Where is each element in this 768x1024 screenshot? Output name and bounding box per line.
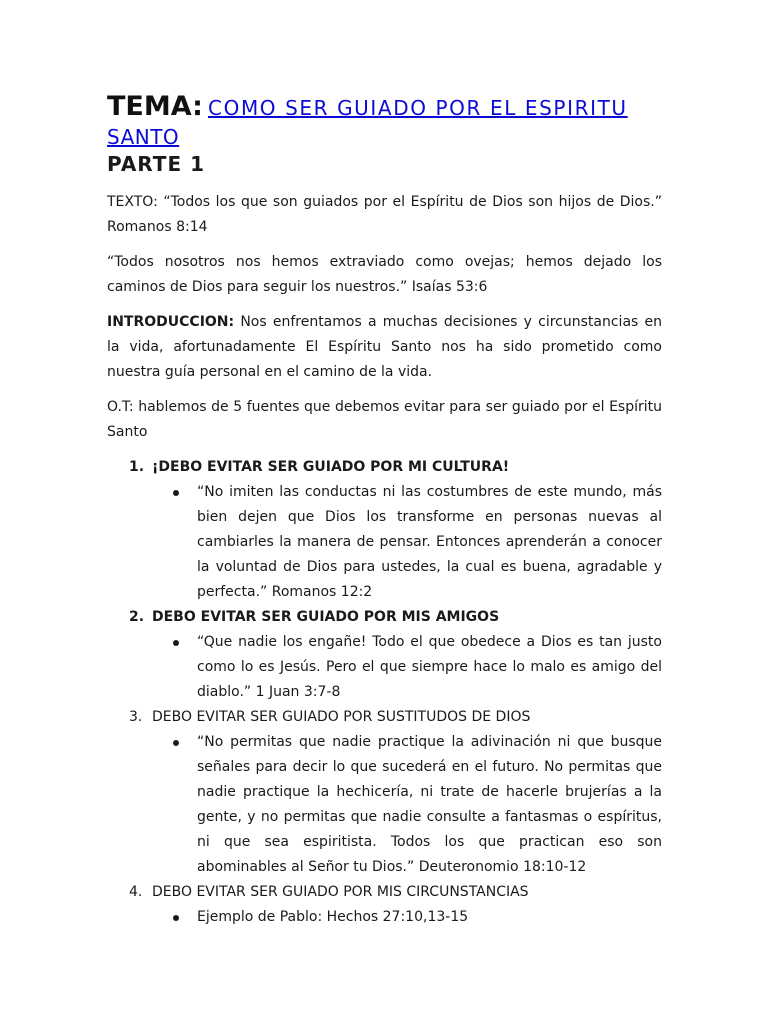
bullet-list xyxy=(152,730,662,880)
point-number: 1. xyxy=(129,459,145,475)
point-number: 3. xyxy=(129,709,143,725)
bullet-icon xyxy=(173,490,179,496)
bullet-item xyxy=(107,905,662,930)
bullet-item xyxy=(107,480,662,605)
tema-label: TEMA: xyxy=(107,91,203,122)
point-number: 2. xyxy=(129,609,145,625)
point-number: 4. xyxy=(129,884,143,900)
list-item xyxy=(107,455,662,605)
point-heading: ¡DEBO EVITAR SER GUIADO POR MI CULTURA! xyxy=(152,459,510,475)
title-link-continuation[interactable]: SANTO xyxy=(107,125,180,149)
bullet-text: “No permitas que nadie practique la adivinación ni que busque señales para decir lo que sucederá en el futuro. No permitas que nadie practique la hechicería, ni trate de hacerle brujerías a la gente, y no permitas que nadie consulte a fantasmas o espíritus, ni que sea espiritista. Todos los que practican eso son abominables al Señor tu Dios.” Deuteronomio 18:10-12 xyxy=(197,734,662,875)
title-link[interactable]: COMO SER GUIADO POR EL ESPIRITU xyxy=(208,96,628,120)
bullet-text: “Que nadie los engañe! Todo el que obedece a Dios es tan justo como lo es Jesús. Pero el que siempre hace lo malo es amigo del diablo.” 1 Juan 3:7-8 xyxy=(197,634,662,700)
bullet-text: “No imiten las conductas ni las costumbres de este mundo, más bien dejen que Dios los transforme en personas nuevas al cambiarles la manera de pensar. Entonces aprenderán a conocer la voluntad de Dios para ustedes, la cual es buena, agradable y perfecta.” Romanos 12:2 xyxy=(197,484,662,600)
bullet-item xyxy=(107,630,662,705)
bullet-icon xyxy=(173,915,179,921)
document-page xyxy=(107,92,662,930)
list-item xyxy=(107,880,662,930)
bullet-item xyxy=(107,730,662,880)
ot-paragraph: O.T: hablemos de 5 fuentes que debemos evitar para ser guiado por el Espíritu Santo xyxy=(107,399,662,440)
intro-text: Nos enfrentamos a muchas decisiones y circunstancias en la vida, afortunadamente El Espíritu Santo nos ha sido prometido como nuestra guía personal en el camino de la vida. xyxy=(107,314,662,380)
quote-paragraph: “Todos nosotros nos hemos extraviado como ovejas; hemos dejado los caminos de Dios para seguir los nuestros.” Isaías 53:6 xyxy=(107,254,662,295)
point-heading: DEBO EVITAR SER GUIADO POR MIS CIRCUNSTANCIAS xyxy=(152,884,529,900)
intro-label: INTRODUCCION: xyxy=(107,314,235,330)
intro-paragraph xyxy=(107,310,662,385)
point-heading: DEBO EVITAR SER GUIADO POR SUSTITUDOS DE DIOS xyxy=(152,709,531,725)
bullet-icon xyxy=(173,640,179,646)
list-item xyxy=(107,605,662,705)
list-item xyxy=(107,705,662,880)
bullet-icon xyxy=(173,740,179,746)
bullet-list xyxy=(152,480,662,605)
points-list xyxy=(107,455,662,930)
bullet-list xyxy=(152,905,662,930)
part-heading: PARTE 1 xyxy=(107,152,205,176)
point-heading: DEBO EVITAR SER GUIADO POR MIS AMIGOS xyxy=(152,609,500,625)
bullet-text: Ejemplo de Pablo: Hechos 27:10,13-15 xyxy=(197,909,469,925)
bullet-list xyxy=(152,630,662,705)
texto-paragraph: TEXTO: “Todos los que son guiados por el Espíritu de Dios son hijos de Dios.” Romanos 8:14 xyxy=(107,194,662,235)
title-line xyxy=(107,92,662,125)
